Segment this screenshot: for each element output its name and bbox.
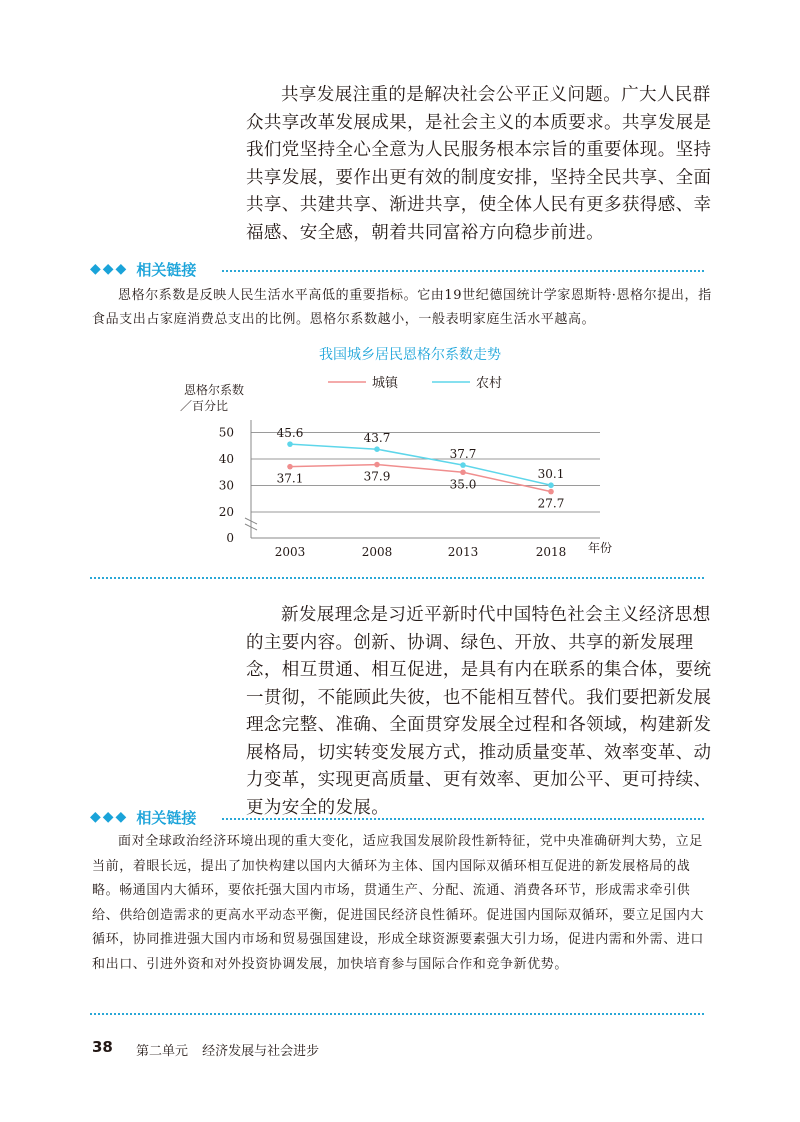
paragraph-text: 共享发展注重的是解决社会公平正义问题。广大人民群众共享改革发展成果，是社会主义的本质要求。共享发展是我们党坚持全心全意为人民服务根本宗旨的重要体现。坚持共享发展，要作出更有效的制度安排，坚持全民共享、全面共享、共建共享、渐进共享，使全体人民有更多获得感、幸福感、安全感，朝着共同富裕方向稳步前进。 (246, 85, 712, 243)
y-tick-label: 20 (218, 505, 234, 519)
related-link-header-1 (90, 258, 196, 280)
unit-title: 经济发展与社会进步 (202, 1044, 320, 1059)
paragraph-shared-development (246, 82, 716, 247)
related-link-title: 相关链接 (136, 808, 197, 827)
x-tick-label: 2018 (535, 545, 567, 559)
related-link-title: 相关链接 (136, 260, 197, 279)
data-point-urban (548, 489, 554, 495)
y-tick-label: 30 (218, 478, 234, 493)
note-text: 面对全球政治经济环境出现的重大变化，适应我国发展阶段性新特征，党中央准确研判大势，立足当前，着眼长远，提出了加快构建以国内大循环为主体、国内国际双循环相互促进的新发展格局的战略。畅通国内大循环，要依托强大国内市场，贯通生产、分配、流通、消费各环节，形成需求牵引供给、供给创造需求的更高水平动态平衡，促进国民经济良性循环。促进国内国际双循环，要立足国内大循环，协同推进强大国内市场和贸易强国建设，形成全球资源要素强大引力场，促进内需和外需、进口和出口、引进外资和对外投资协调发展，加快培育参与国际合作和竞争新优势。 (92, 834, 705, 972)
diamond-icon: ◆◆◆ (90, 809, 129, 825)
page-number: 38 (92, 1038, 113, 1056)
data-point-rural (548, 482, 554, 488)
data-point-rural (374, 446, 380, 452)
legend-label-urban: 城镇 (372, 376, 399, 391)
legend-label-rural: 农村 (476, 376, 503, 391)
data-point-urban (460, 469, 466, 475)
data-point-urban (374, 462, 380, 468)
data-label-rural: 37.7 (449, 447, 477, 462)
data-label-rural: 45.6 (276, 426, 304, 441)
dotted-divider (90, 1013, 704, 1015)
y-axis-label-line2: ／百分比 (180, 399, 229, 413)
data-label-urban: 35.0 (449, 477, 477, 492)
x-tick-label: 2003 (274, 545, 306, 559)
chart-title: 我国城乡居民恩格尔系数走势 (319, 347, 501, 363)
x-axis-label: 年份 (588, 541, 613, 555)
data-label-urban: 27.7 (537, 496, 565, 511)
data-point-urban (287, 464, 293, 470)
related-link-header-2 (90, 806, 196, 828)
data-label-rural: 43.7 (363, 431, 391, 446)
y-tick-label: 40 (218, 452, 234, 466)
dual-circulation-note (92, 830, 712, 977)
unit-label: 第二单元 (136, 1044, 189, 1059)
series-line-rural (290, 444, 551, 485)
engel-coefficient-note (92, 284, 712, 332)
x-tick-label: 2008 (361, 545, 393, 559)
dotted-divider (222, 270, 704, 272)
running-footer (136, 1040, 329, 1059)
series-line-urban (290, 465, 551, 492)
data-point-rural (460, 462, 466, 468)
dotted-divider (222, 818, 704, 820)
note-text: 恩格尔系数是反映人民生活水平高低的重要指标。它由19世纪德国统计学家恩斯特·恩格尔提出，指食品支出占家庭消费总支出的比例。恩格尔系数越小，一般表明家庭生活水平越高。 (92, 288, 712, 327)
y-tick-label: 50 (218, 425, 234, 440)
y-axis-label-line1: 恩格尔系数 (184, 383, 245, 397)
diamond-icon: ◆◆◆ (90, 261, 129, 277)
data-label-rural: 30.1 (537, 467, 565, 482)
dotted-divider (90, 577, 704, 579)
paragraph-text: 新发展理念是习近平新时代中国特色社会主义经济思想的主要内容。创新、协调、绿色、开放、共享的新发展理念，相互贯通、相互促进，是具有内在联系的集合体，要统一贯彻，不能顾此失彼，也不能相互替代。我们要把新发展理念完整、准确、全面贯穿发展全过程和各领域，构建新发展格局，切实转变发展方式，推动质量变革、效率变革、动力变革，实现更高质量、更有效率、更加公平、更可持续、更为安全的发展。 (246, 605, 712, 818)
engel-coefficient-chart (150, 340, 650, 570)
data-label-urban: 37.9 (363, 469, 391, 484)
data-label-urban: 37.1 (276, 471, 304, 486)
x-tick-label: 2013 (447, 545, 479, 559)
data-point-rural (287, 441, 293, 447)
paragraph-new-development-concept (246, 602, 716, 822)
y-tick-label: 0 (226, 531, 234, 545)
